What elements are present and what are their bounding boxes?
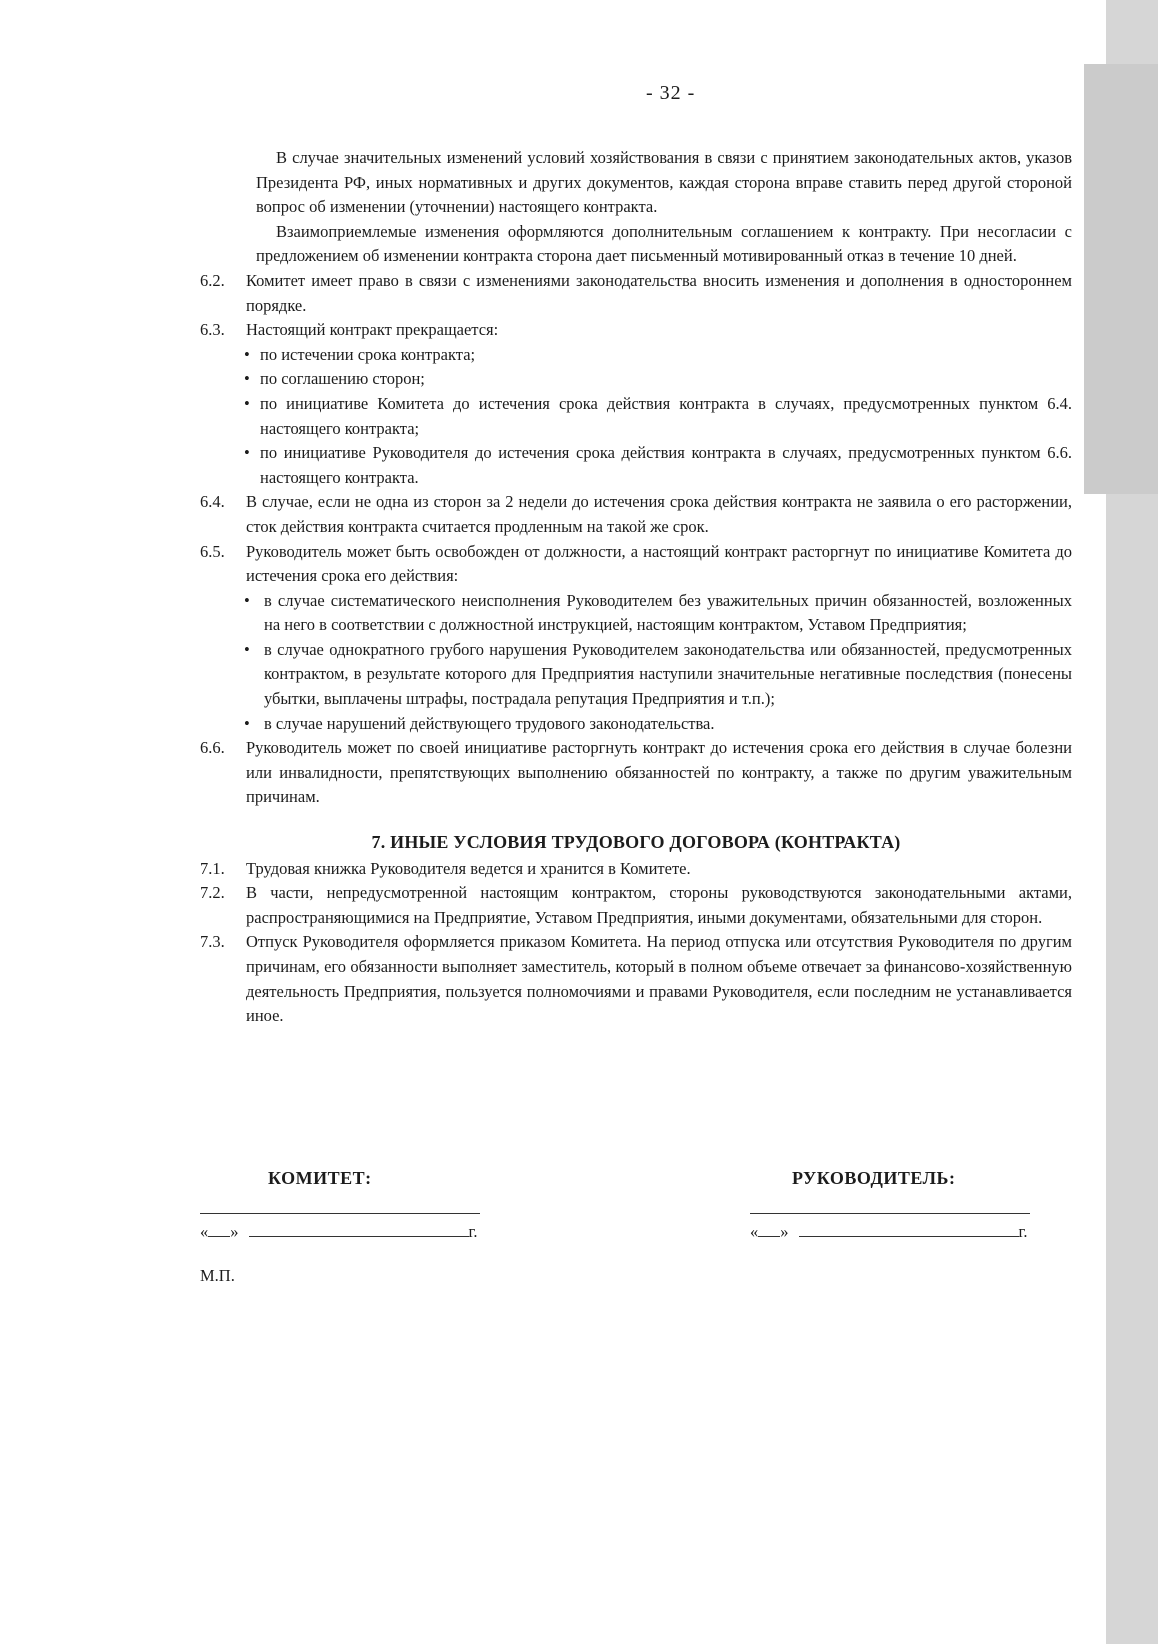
clause-7-1 [200, 857, 1072, 882]
clause-number: 6.2. [200, 270, 225, 290]
clause-number: 7.3. [200, 932, 225, 952]
clause-6-5 [200, 540, 1072, 589]
clause-number: 6.4. [200, 492, 225, 512]
clause-text: Комитет имеет право в связи с изменениями законодательства вносить изменения и дополнения в одностороннем порядке. [246, 270, 1072, 315]
bullet-item: • по инициативе Комитета до истечения срока действия контракта в случаях, предусмотренных пунктом 6.4. настоящего контракта; [244, 393, 1072, 438]
clause-7-3 [200, 930, 1072, 1028]
bullet-item: • по инициативе Руководителя до истечения срока действия контракта в случаях, предусмотренных пунктом 6.6. настоящего контракта. [244, 443, 1072, 487]
bullet-icon: • [244, 344, 250, 364]
intro-paragraph-1: В случае значительных изменений условий хозяйствования в связи с принятием законодательных актов, указов Президента РФ, иных нормативных и других документов, каждая сторона вправе ставить перед другой стороной вопрос об изменении (уточнении) настоящего контракта. [256, 148, 1072, 217]
section-7-title: 7. ИНЫЕ УСЛОВИЯ ТРУДОВОГО ДОГОВОРА (КОНТРАКТА) [371, 832, 901, 853]
signature-block [200, 1168, 1028, 1288]
bullet-icon: • [244, 443, 250, 463]
bullet-icon: • [244, 393, 250, 413]
bullet-item: • по соглашению сторон; [200, 367, 1072, 392]
bullet-icon: • [244, 713, 250, 733]
clause-text: Трудовая книжка Руководителя ведется и хранится в Комитете. [246, 858, 691, 878]
bullet-item: • в случае однократного грубого нарушения Руководителем законодательства или обязанностей, предусмотренных контрактом, в результате которого для Предприятия наступили значительные негативные последствия (понесены убытки, выплачены штрафы, пострадала репутация Предприятия и т.п.); [244, 639, 1072, 709]
month-year-blank [249, 1222, 469, 1237]
day-blank [208, 1222, 230, 1237]
date-line: « » г. [200, 1222, 478, 1241]
clause-6-2 [200, 269, 1072, 318]
bullet-icon: • [244, 639, 250, 659]
committee-title: КОМИТЕТ: [268, 1168, 372, 1188]
seal-place-mark: М.П. [200, 1266, 235, 1285]
clause-text: Руководитель может быть освобожден от должности, а настоящий контракт расторгнут по инициативе Комитета до истечения срока его действия: [246, 541, 1072, 586]
clause-number: 6.3. [200, 320, 225, 340]
clause-6-3 [200, 318, 1072, 343]
bullet-item: • в случае нарушений действующего трудового законодательства. [200, 712, 1072, 737]
bullet-item: • по истечении срока контракта; [200, 343, 1072, 368]
signature-line [750, 1213, 1030, 1214]
clause-text: В части, непредусмотренной настоящим контрактом, стороны руководствуются законодательными актами, распространяющимися на Предприятие, Уставом Предприятия, иными документами, обязательными для сторон. [246, 883, 1072, 927]
page-number: - 32 - [646, 82, 696, 104]
day-blank [758, 1222, 780, 1237]
signature-line [200, 1213, 480, 1214]
document-body [200, 146, 1072, 1029]
clause-number: 6.5. [200, 541, 225, 561]
bullet-icon: • [244, 369, 250, 389]
month-year-blank [799, 1222, 1019, 1237]
clause-text: Настоящий контракт прекращается: [246, 320, 499, 340]
clause-number: 7.1. [200, 858, 225, 878]
intro-paragraph-2: Взаимоприемлемые изменения оформляются дополнительным соглашением к контракту. При несогласии с предложением об изменении контракта сторона дает письменный мотивированный отказ в течение 10 дней. [256, 221, 1072, 266]
clause-text: В случае, если не одна из сторон за 2 недели до истечения срока действия контракта не заявила о его расторжении, сток действия контракта считается продленным на такой же срок. [246, 492, 1072, 536]
bullet-icon: • [244, 590, 250, 610]
clause-number: 7.2. [200, 883, 225, 903]
director-signature [750, 1168, 1040, 1242]
clause-text: Отпуск Руководителя оформляется приказом Комитета. На период отпуска или отсутствия Руководителя по другим причинам, его обязанности выполняет заместитель, который в полном объеме отвечает за финансово-хозяйственную деятельность Предприятия, пользуется полномочиями и правами Руководителя, если последним не устанавливается иное. [246, 932, 1072, 1026]
bullet-item: • в случае систематического неисполнения Руководителем без уважительных причин обязанностей, возложенных на него в соответствии с должностной инструкцией, настоящим контрактом, Уставом Предприятия; [244, 590, 1072, 635]
clause-6-4 [200, 490, 1072, 539]
clause-number: 6.6. [200, 738, 225, 758]
clause-6-6 [200, 736, 1072, 810]
clause-7-2 [200, 881, 1072, 930]
committee-signature [200, 1168, 490, 1242]
date-line: « » г. [750, 1222, 1028, 1241]
director-title: РУКОВОДИТЕЛЬ: [792, 1168, 956, 1188]
clause-text: Руководитель может по своей инициативе расторгнуть контракт до истечения срока его действия в случае болезни или инвалидности, препятствующих выполнению обязанностей по контракту, а также по другим уважительным причинам. [246, 738, 1072, 807]
